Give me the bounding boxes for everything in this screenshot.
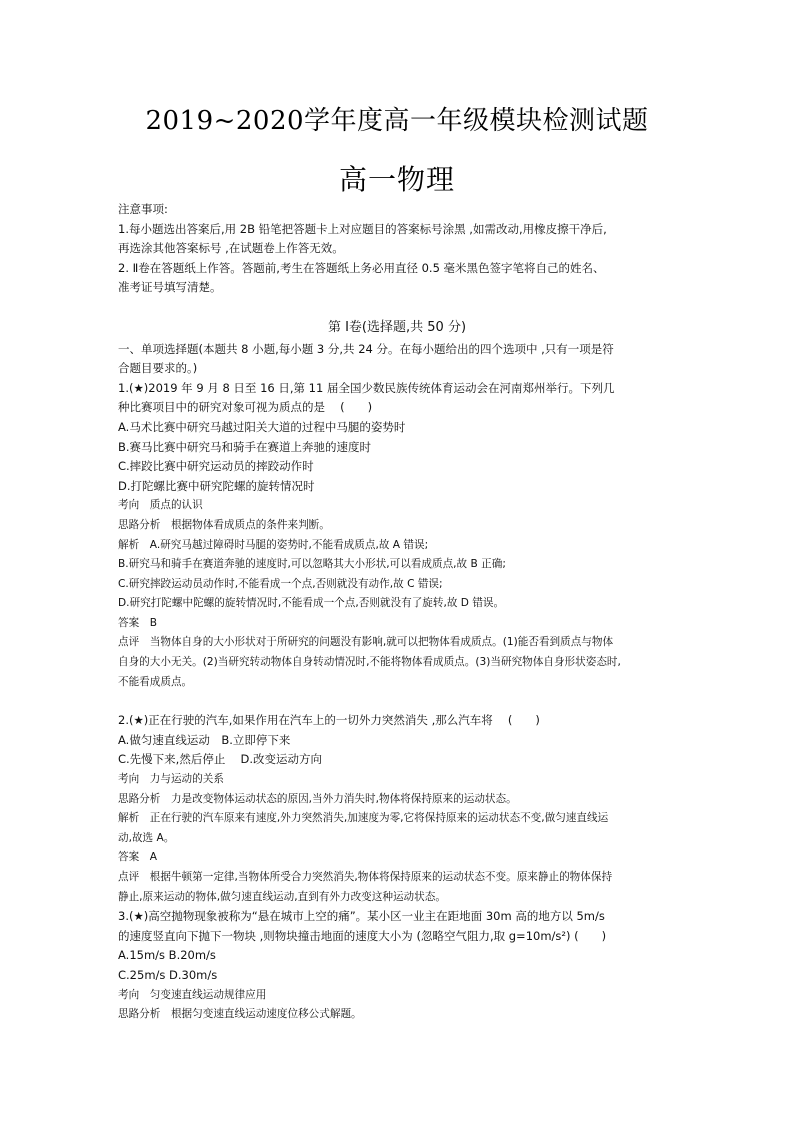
q2-stem: 2.(★)正在行驶的汽车,如果作用在汽车上的一切外力突然消失 ,那么汽车将 ( ) [118, 713, 540, 728]
q1-comment-c: 不能看成质点。 [118, 675, 193, 688]
q1-stem-a: 1.(★)2019 年 9 月 8 日至 16 日,第 11 届全国少数民族传统体育运动会在河南郑州举行。下列几 [118, 380, 615, 395]
q1-stem-b: 种比赛项目中的研究对象可视为质点的是 ( ) [118, 400, 373, 415]
q1-analysis-1: 解析 A.研究马越过障碍时马腿的姿势时,不能看成质点,故 A 错误; [118, 538, 429, 551]
q1-analysis-4: D.研究打陀螺中陀螺的旋转情况时,不能看成一个点,否则就没有了旋转,故 D 错误。 [118, 597, 505, 610]
q2-options-cd: C.先慢下来,然后停止 D.改变运动方向 [118, 752, 323, 767]
q1-analysis-3: C.研究摔跤运动员动作时,不能看成一个点,否则就没有动作,故 C 错误; [118, 577, 443, 590]
notice-item-1b: 再选涂其他答案标号 ,在试题卷上作答无效。 [118, 241, 344, 256]
q3-options-cd: C.25m/s D.30m/s [118, 967, 218, 982]
exam-body [118, 200, 676, 1025]
q1-comment-a: 点评 当物体自身的大小形状对于所研究的问题没有影响,就可以把物体看成质点。(1)能否看到质点与物体 [118, 636, 614, 649]
q2-options-ab: A.做匀速直线运动 B.立即停下来 [118, 732, 291, 747]
q1-answer: 答案 B [118, 616, 158, 629]
notice-item-2b: 准考证号填写清楚。 [118, 280, 222, 295]
q1-option-d: D.打陀螺比赛中研究陀螺的旋转情况时 [118, 478, 315, 493]
q1-comment-b: 自身的大小无关。(2)当研究转动物体自身转动情况时,不能将物体看成质点。(3)当研究物体自身形状姿态时, [118, 656, 621, 669]
section-intro-b: 合题目要求的。) [118, 361, 198, 376]
q1-option-a: A.马术比赛中研究马越过阳关大道的过程中马腿的姿势时 [118, 419, 406, 434]
spacer [118, 692, 676, 711]
q3-stem-b: 的速度竖直向下抛下一物块 ,则物块撞击地面的速度大小为 (忽略空气阻力,取 g=10m/s²) ( ) [118, 928, 607, 943]
q2-analysis-a: 解析 正在行驶的汽车原来有速度,外力突然消失,加速度为零,它将保持原来的运动状态不变,做匀速直线运 [118, 812, 609, 825]
section-title: 第 Ⅰ卷(选择题,共 50 分) [327, 319, 467, 335]
notice-heading: 注意事项: [118, 202, 168, 216]
q1-option-b: B.赛马比赛中研究马和骑手在赛道上奔驰的速度时 [118, 439, 372, 454]
q2-comment-a: 点评 根据牛顿第一定律,当物体所受合力突然消失,物体将保持原来的运动状态不变。原来静止的物体保持 [118, 871, 613, 883]
exam-subject: 高一物理 [338, 163, 455, 196]
q3-topic: 考向 匀变速直线运动规律应用 [118, 988, 267, 1001]
q2-comment-b: 静止,原来运动的物体,做匀速直线运动,直到有外力改变这种运动状态。 [118, 890, 446, 903]
q3-options-ab: A.15m/s B.20m/s [118, 948, 216, 963]
q1-analysis-2: B.研究马和骑手在赛道奔驰的速度时,可以忽略其大小形状,可以看成质点,故 B 正确; [118, 558, 506, 571]
notice-item-1a: 1.每小题选出答案后,用 2B 铅笔把答题卡上对应题目的答案标号涂黑 ,如需改动,用橡皮擦干净后, [118, 221, 607, 236]
q2-idea: 思路分析 力是改变物体运动状态的原因,当外力消失时,物体将保持原来的运动状态。 [118, 792, 517, 805]
exam-title: 2019~2020学年度高一年级模块检测试题 [145, 106, 649, 136]
notice-item-2a: 2. Ⅱ卷在答题纸上作答。答题前,考生在答题纸上务必用直径 0.5 毫米黑色签字笔将自己的姓名、 [118, 260, 605, 275]
section-intro-a: 一、单项选择题(本题共 8 小题,每小题 3 分,共 24 分。在每小题给出的四个选项中 ,只有一项是符 [118, 341, 614, 356]
q1-idea: 思路分析 根据物体看成质点的条件来判断。 [118, 518, 330, 531]
q1-option-c: C.摔跤比赛中研究运动员的摔跤动作时 [118, 459, 314, 474]
q3-stem-a: 3.(★)高空抛物现象被称为“悬在城市上空的痛”。某小区一业主在距地面 30m 高的地方以 5m/s [118, 909, 605, 924]
q1-topic: 考向 质点的认识 [118, 499, 203, 512]
q2-answer: 答案 A [118, 851, 158, 864]
q2-analysis-b: 动,故选 A。 [118, 831, 175, 844]
q2-topic: 考向 力与运动的关系 [118, 773, 224, 786]
q3-idea: 思路分析 根据匀变速直线运动速度位移公式解题。 [118, 1008, 362, 1021]
